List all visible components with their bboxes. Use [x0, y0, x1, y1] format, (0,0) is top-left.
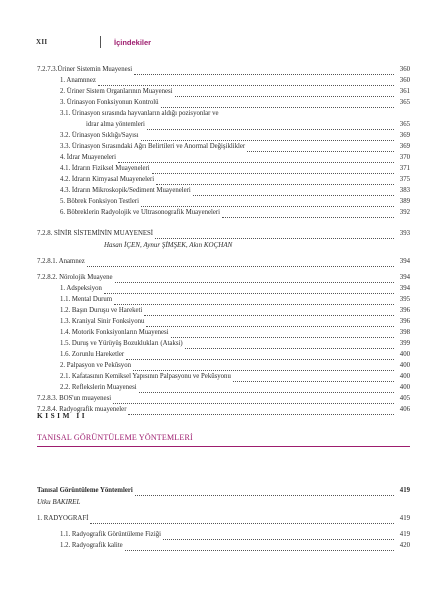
- toc-entry-label: 3.1. Ürinasyon sırasında hayvanların aldığı pozisyonlar ve: [60, 110, 219, 117]
- toc-section-neuro: [37, 256, 410, 415]
- toc-entry-label: Tanısal Görüntüleme Yöntemleri: [37, 487, 133, 494]
- toc-leader-dots: [156, 177, 394, 185]
- toc-entry-sinir-sistemi[interactable]: [37, 228, 410, 239]
- toc-entry-label: 1. RADYOGRAFİ: [37, 515, 89, 522]
- toc-entry-label: 5. Böbrek Fonksiyon Testleri: [60, 198, 140, 205]
- toc-entry-page: 420: [399, 542, 410, 549]
- toc-entry-page: 396: [399, 318, 410, 325]
- toc-leader-dots: [193, 188, 394, 196]
- toc-leader-dots: [144, 308, 394, 316]
- toc-entry-page: 419: [399, 487, 410, 494]
- toc-entry-page: 383: [399, 187, 410, 194]
- toc-leader-dots: [175, 89, 394, 97]
- part-label: KISIM II: [37, 412, 88, 420]
- toc-entry[interactable]: [37, 371, 410, 382]
- toc-entry-label: 1.1. Mental Durum: [60, 296, 113, 303]
- part-title: TANISAL GÖRÜNTÜLEME YÖNTEMLERİ: [37, 433, 193, 442]
- toc-entry-label: 7.2.8. SİNİR SİSTEMİNİN MUAYENESİ: [37, 230, 154, 237]
- toc-leader-dots: [128, 407, 394, 415]
- toc-author: Utku BAKIREL: [37, 498, 81, 506]
- toc-entry-label: idrar alma yöntemleri: [86, 121, 145, 128]
- toc-entry-page: 394: [399, 258, 410, 265]
- toc-entry[interactable]: [37, 141, 410, 152]
- toc-entry[interactable]: [37, 327, 410, 338]
- header-title: İçindekiler: [114, 38, 152, 47]
- toc-entry-imaging-methods[interactable]: [37, 485, 410, 496]
- toc-entry-page: 370: [399, 154, 410, 161]
- toc-entry-page: 394: [399, 285, 410, 292]
- toc-entry[interactable]: [37, 75, 410, 86]
- toc-leader-dots: [163, 532, 394, 540]
- toc-entry-page: 393: [399, 230, 410, 237]
- toc-entry-page: 369: [399, 143, 410, 150]
- toc-entry-page: 395: [399, 296, 410, 303]
- toc-leader-dots: [118, 155, 394, 163]
- toc-leader-dots: [104, 286, 394, 294]
- toc-entry-label: 2.2. Reflekslerin Muayenesi: [60, 384, 137, 391]
- toc-entry-label: 2. Palpasyon ve Pekûsyon: [60, 362, 131, 369]
- toc-entry[interactable]: [37, 338, 410, 349]
- toc-leader-dots: [87, 259, 394, 267]
- toc-entry-label: 1. Adspeksiyon: [60, 285, 102, 292]
- toc-entry-label: 1.2. Başın Duruşu ve Hareketi: [60, 307, 143, 314]
- section-rule: [37, 446, 410, 447]
- toc-entry-page: 396: [399, 307, 410, 314]
- toc-authors: Hasan İÇEN, Aynur ŞİMŞEK, Akın KOÇHAN: [104, 241, 233, 249]
- toc-entry[interactable]: [37, 513, 410, 524]
- toc-leader-dots: [233, 374, 394, 382]
- toc-entry-label: 4.3. İdrarın Mikroskopik/Sediment Muayeneleri: [60, 187, 191, 194]
- toc-leader-dots: [113, 396, 394, 404]
- toc-entry-page: 400: [399, 351, 410, 358]
- toc-entry-label: 1.6. Zorunlu Hareketler: [60, 351, 125, 358]
- toc-entry[interactable]: [37, 382, 410, 393]
- toc-entry[interactable]: [37, 316, 410, 327]
- toc-leader-dots: [147, 122, 394, 130]
- toc-entry-page: 419: [399, 531, 410, 538]
- toc-entry-label: 3.2. Ürinasyon Sıklığı/Sayısı: [60, 132, 139, 139]
- toc-entry-label: 3. Ürinasyon Fonksiyonun Kontrolü: [60, 99, 159, 106]
- toc-entry-page: 405: [399, 395, 410, 402]
- toc-leader-dots: [152, 166, 394, 174]
- toc-entry-label: 1.4. Motorik Fonksiyonların Muayenesi: [60, 329, 169, 336]
- toc-entry-page: 400: [399, 384, 410, 391]
- toc-entry-label: 2.1. Kafatasının Kemiksel Yapısının Palpasyonu ve Pekûsyonu: [60, 373, 231, 380]
- toc-entry-label: 7.2.8.1. Anamnez: [37, 258, 85, 265]
- toc-entry-label: 1.5. Duruş ve Yürüyüş Bozuklukları (Ataksi): [60, 340, 183, 347]
- toc-entry[interactable]: [37, 174, 410, 185]
- toc-entry-label: 7.2.7.3.Üriner Sistemin Muayenesi: [37, 66, 133, 73]
- toc-leader-dots: [222, 210, 394, 218]
- toc-entry-label: 7.2.8.3. BOS'un muayenesi: [37, 395, 112, 402]
- table-of-contents: [37, 64, 410, 415]
- toc-entry[interactable]: [37, 294, 410, 305]
- toc-entry[interactable]: [37, 64, 410, 75]
- toc-leader-dots: [135, 488, 394, 496]
- toc-leader-dots: [141, 199, 394, 207]
- toc-entry-label: 1.3. Kraniyal Sinir Fonksiyonu: [60, 318, 145, 325]
- toc-entry-label: 1. Anamnnez: [60, 77, 96, 84]
- toc-leader-dots: [247, 144, 394, 152]
- toc-leader-dots: [139, 385, 394, 393]
- toc-entry-page: 406: [399, 406, 410, 413]
- toc-entry[interactable]: [37, 305, 410, 316]
- toc-entry[interactable]: [37, 272, 410, 283]
- toc-entry[interactable]: [37, 130, 410, 141]
- toc-entry-label: 2. Üriner Sistem Organlarının Muayenesi: [60, 88, 173, 95]
- toc-entry[interactable]: [37, 108, 410, 119]
- toc-entry-page: 398: [399, 329, 410, 336]
- toc-leader-dots: [141, 133, 394, 141]
- toc-entry[interactable]: [37, 152, 410, 163]
- toc-leader-dots: [134, 67, 394, 75]
- toc-section-urinary: [37, 64, 410, 218]
- toc-entry-label: 6. Böbreklerin Radyolojik ve Ultrasonografik Muayeneleri: [60, 209, 221, 216]
- toc-entry-page: 400: [399, 373, 410, 380]
- toc-entry-page: 360: [399, 66, 410, 73]
- toc-entry-page: 394: [399, 274, 410, 281]
- toc-entry-label: 3.3. Ürinasyon Sırasındaki Ağrı Belirtileri ve Anormal Değişiklikler: [60, 143, 246, 150]
- toc-entry-page: 371: [399, 165, 410, 172]
- toc-entry[interactable]: [37, 256, 410, 267]
- toc-entry-page: 365: [399, 99, 410, 106]
- toc-entry-page: 399: [399, 340, 410, 347]
- toc-entry[interactable]: [37, 196, 410, 207]
- toc-leader-dots: [161, 100, 394, 108]
- toc-leader-dots: [114, 297, 394, 305]
- toc-entry[interactable]: [37, 119, 410, 130]
- toc-entry-label: 1.2. Radyografik kalite: [60, 542, 123, 549]
- toc-entry[interactable]: [37, 163, 410, 174]
- toc-entry-page: 400: [399, 362, 410, 369]
- table-of-contents-part-2: [37, 485, 410, 551]
- toc-leader-dots: [133, 363, 394, 371]
- toc-entry-label: 7.2.8.2. Nörolojik Muayene: [37, 274, 113, 281]
- toc-leader-dots: [185, 341, 394, 349]
- toc-entry-page: 419: [399, 515, 410, 522]
- toc-entry[interactable]: [37, 97, 410, 108]
- toc-entry[interactable]: [37, 185, 410, 196]
- toc-entry[interactable]: [37, 207, 410, 218]
- toc-leader-dots: [115, 275, 394, 283]
- toc-entry[interactable]: [37, 86, 410, 97]
- toc-section-radiography: [37, 513, 410, 551]
- header-separator: [100, 36, 101, 48]
- toc-entry-page: 365: [399, 121, 410, 128]
- page-header: [36, 36, 396, 52]
- toc-entry[interactable]: [37, 404, 410, 415]
- toc-entry[interactable]: [37, 349, 410, 360]
- toc-leader-dots: [126, 352, 394, 360]
- toc-entry-label: 7.2.8.4. Radyografik muayeneler: [37, 406, 127, 413]
- toc-leader-dots: [125, 543, 394, 551]
- toc-entry-label: 4.1. İdrarın Fiziksel Muayeneleri: [60, 165, 150, 172]
- toc-entry-page: 389: [399, 198, 410, 205]
- toc-entry[interactable]: [37, 283, 410, 294]
- toc-leader-dots: [90, 516, 394, 524]
- toc-leader-dots: [155, 231, 394, 239]
- toc-leader-dots: [146, 319, 394, 327]
- toc-entry-page: 392: [399, 209, 410, 216]
- toc-entry[interactable]: [37, 393, 410, 404]
- page-number: XII: [36, 38, 48, 46]
- toc-leader-dots: [98, 78, 394, 86]
- toc-entry[interactable]: [37, 540, 410, 551]
- toc-entry-page: 361: [399, 88, 410, 95]
- toc-entry-page: 360: [399, 77, 410, 84]
- toc-leader-dots: [171, 330, 394, 338]
- toc-entry-label: 4.2. İdrarın Kimyasal Muayeneleri: [60, 176, 155, 183]
- toc-entry[interactable]: [37, 529, 410, 540]
- toc-entry-page: 375: [399, 176, 410, 183]
- toc-entry-label: 4. İdrar Muayeneleri: [60, 154, 117, 161]
- toc-entry[interactable]: [37, 360, 410, 371]
- toc-entry-label: 1.1. Radyografik Görüntüleme Fiziği: [60, 531, 161, 538]
- toc-entry-page: 369: [399, 132, 410, 139]
